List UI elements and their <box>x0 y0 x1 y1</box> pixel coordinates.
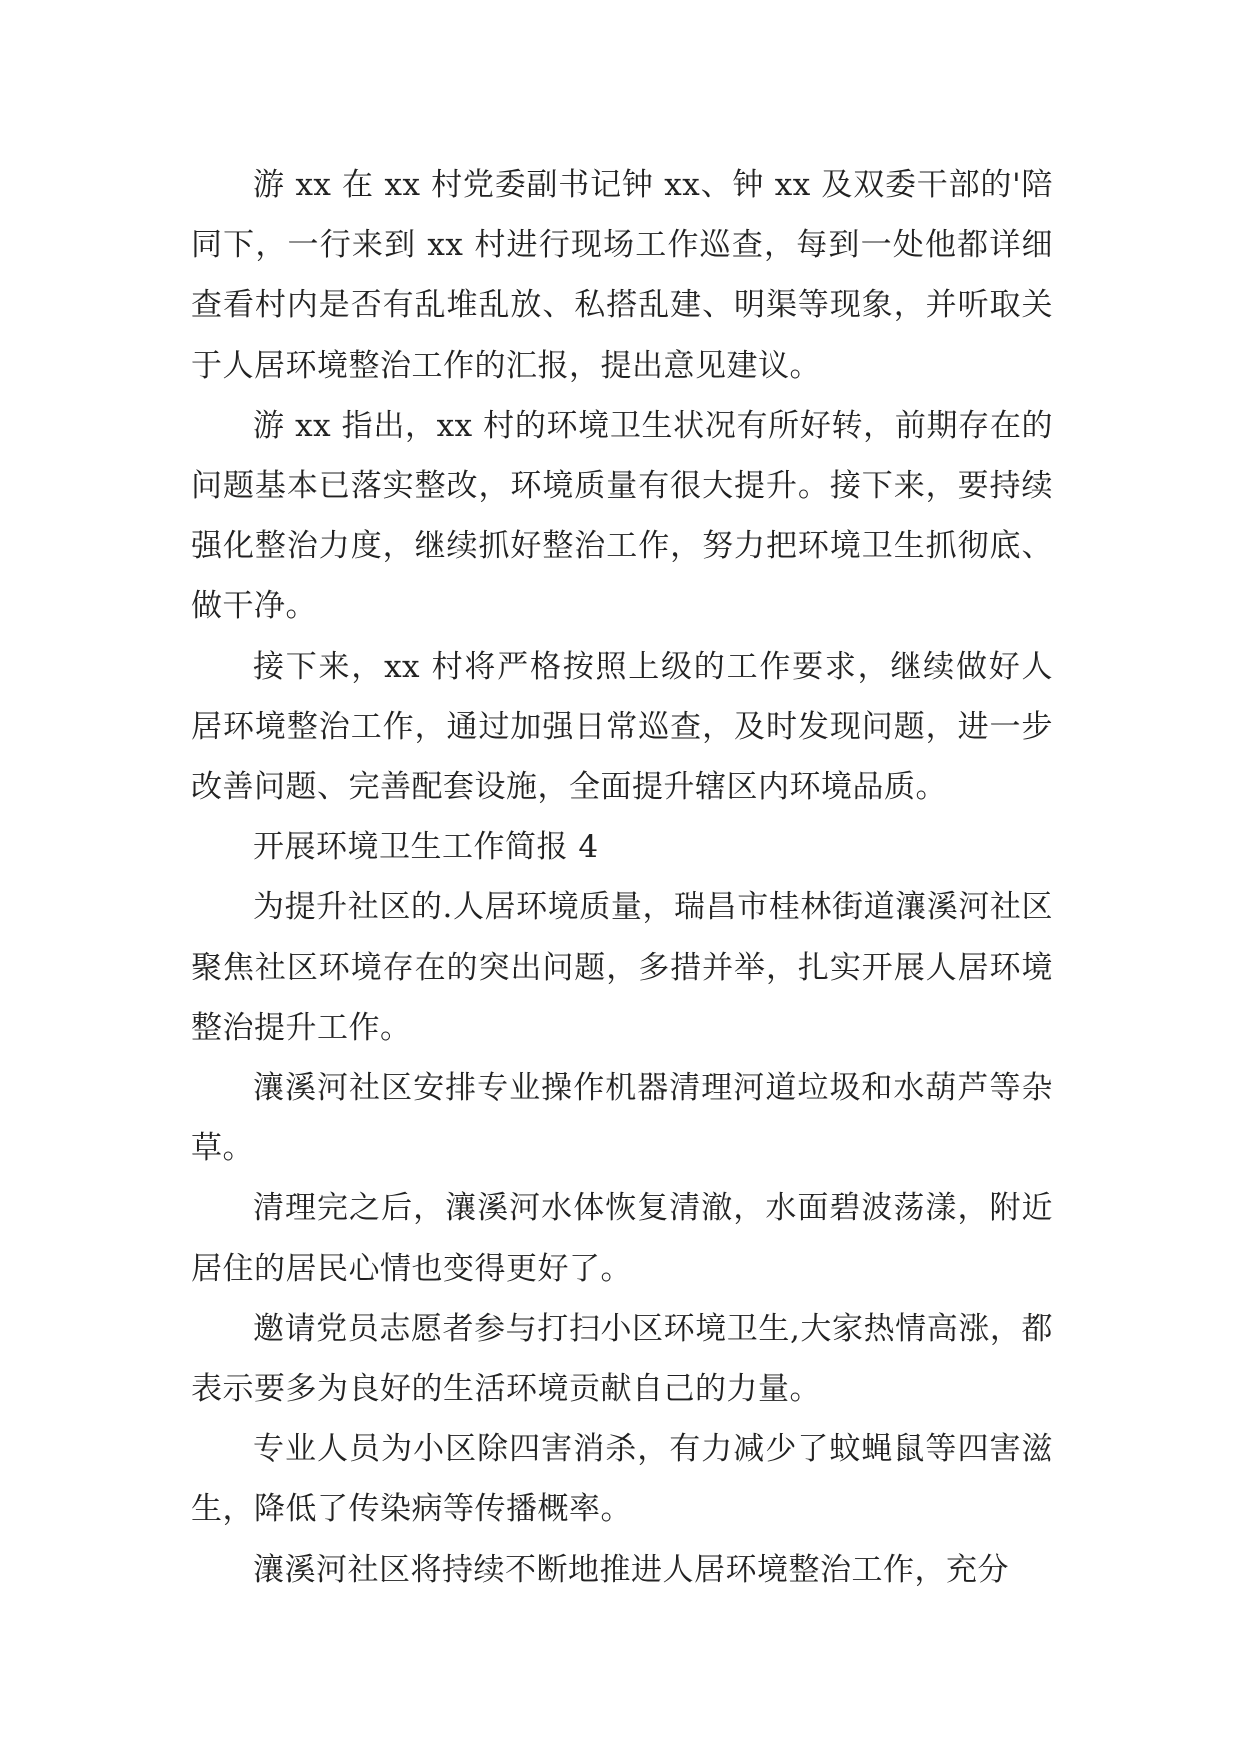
paragraph: 为提升社区的.人居环境质量，瑞昌市桂林街道瀼溪河社区聚焦社区环境存在的突出问题，多措并举，扎实开展人居环境整治提升工作。 <box>191 889 1053 1046</box>
paragraph: 游 xx 指出，xx 村的环境卫生状况有所好转，前期存在的问题基本已落实整改，环境质量有很大提升。接下来，要持续强化整治力度，继续抓好整治工作，努力把环境卫生抓彻底、做干净。 <box>191 407 1053 625</box>
paragraph: 接下来，xx 村将严格按照上级的工作要求，继续做好人居环境整治工作，通过加强日常巡查，及时发现问题，进一步改善问题、完善配套设施，全面提升辖区内环境品质。 <box>191 648 1053 806</box>
paragraph: 清理完之后，瀼溪河水体恢复清澈，水面碧波荡漾，附近居住的居民心情也变得更好了。 <box>191 1190 1053 1287</box>
paragraph: 邀请党员志愿者参与打扫小区环境卫生,大家热情高涨，都表示要多为良好的生活环境贡献自己的力量。 <box>191 1310 1053 1408</box>
paragraph: 瀼溪河社区安排专业操作机器清理河道垃圾和水葫芦等杂草。 <box>191 1070 1053 1167</box>
paragraph: 游 xx 在 xx 村党委副书记钟 xx、钟 xx 及双委干部的'陪同下，一行来到 xx 村进行现场工作巡查，每到一处他都详细查看村内是否有乱堆乱放、私搭乱建、明渠等现象，并听取关于人居环境整治工作的汇报，提出意见建议。 <box>191 167 1053 384</box>
section-heading: 开展环境卫生工作简报 4 <box>253 829 599 866</box>
document-body <box>191 155 1053 1600</box>
paragraph: 专业人员为小区除四害消杀，有力减少了蚊蝇鼠等四害滋生，降低了传染病等传播概率。 <box>191 1431 1053 1528</box>
paragraph: 瀼溪河社区将持续不断地推进人居环境整治工作，充分 <box>253 1551 1009 1588</box>
